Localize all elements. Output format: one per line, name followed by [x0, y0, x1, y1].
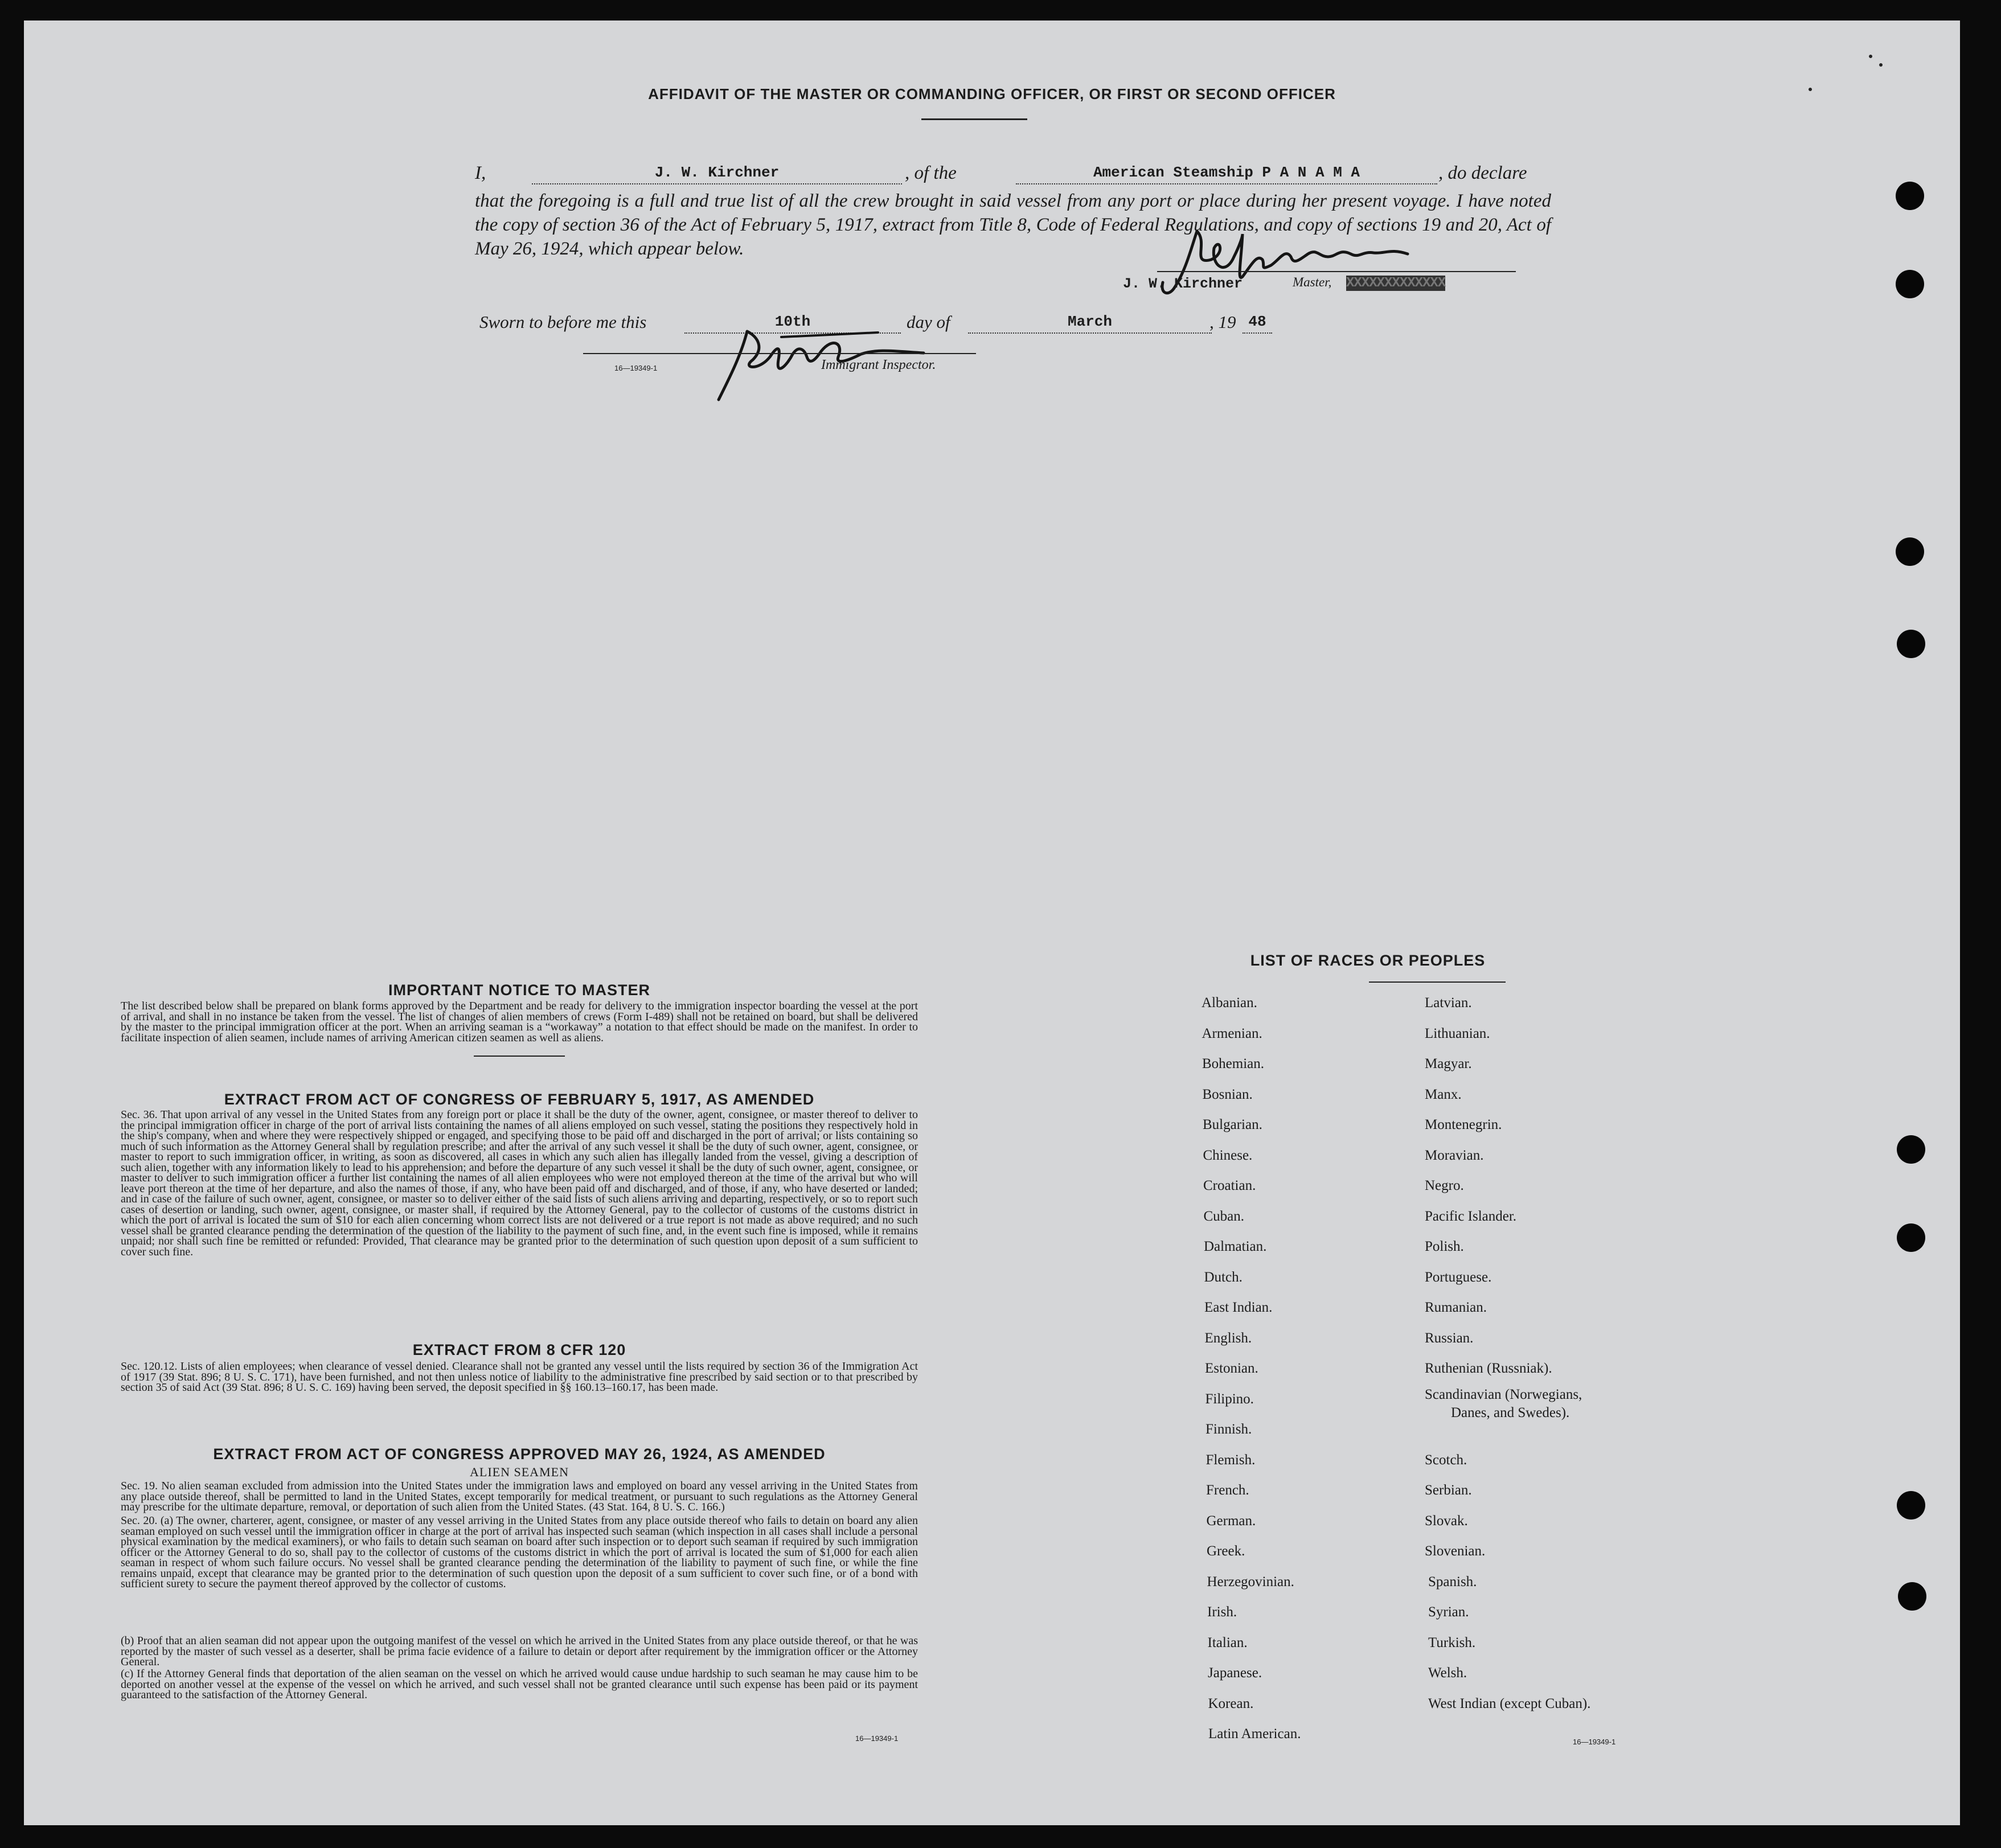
race-item: Portuguese. — [1425, 1269, 1492, 1285]
race-item: Lithuanian. — [1425, 1025, 1490, 1041]
race-item: Latin American. — [1208, 1726, 1301, 1742]
do-declare-label: , do declare — [1438, 163, 1527, 183]
race-item: Japanese. — [1208, 1665, 1262, 1681]
extract-1924-sec20a: Sec. 20. (a) The owner, charterer, agent, consignee, or master of any vessel arriving in the United States from any place outside thereof who fails to detain on board any alien seaman employed on such vessel until the immigration officer in charge at the port of arrival has inspected such seaman (which inspection in all cases shall include a personal physical examination by the medical examiners), or who fails to detain such seaman on board after such inspection or to deport such seaman if required by such immigration officer or the Attorney General to do so, shall pay to the collector of customs of the customs district in which the port of arrival is located the sum of $1,000 for each alien seaman in respect of whom such failure occurs. No vessel shall be granted clearance pending the determination of the liability to payment of such fine, or while the fine remains unpaid, except that clearance may be granted prior to the determination of such question upon the deposit of a sum sufficient to cover such fine, or of a bond with sufficient surety to secure the payment thereof approved by the collector of customs. — [121, 1514, 918, 1590]
race-item: Magyar. — [1425, 1056, 1472, 1071]
race-item: Scotch. — [1425, 1452, 1467, 1468]
alien-seamen-subtitle: ALIEN SEAMEN — [470, 1465, 569, 1479]
extract-cfr-text: Sec. 120.12. Lists of alien employees; when clearance of vessel denied. Clearance shall not be granted any vessel until the lists required by section 36 of the Immigration Act of 1917 (39 Stat. 896; 8 U. S. C. 171), have been furnished, and not then unless notice of liability to the administrative fine prescribed by said section or to that prescribed by section 35 of said Act (39 Stat. 896; 8 U. S. C. 169) having been served, the deposit specified in §§ 160.13–160.17, has been made. — [121, 1360, 918, 1394]
inspector-signature-line — [583, 353, 976, 354]
master-name-field: J. W. Kirchner — [532, 164, 902, 184]
race-item: Ruthenian (Russniak). — [1425, 1361, 1552, 1376]
race-item: Dalmatian. — [1204, 1239, 1267, 1254]
race-item: Italian. — [1207, 1635, 1248, 1650]
section-rule — [474, 1056, 565, 1057]
notice-text: The list described below shall be prepared on blank forms approved by the Department and be ready for delivery to the immigration inspector boarding the vessel at the port of arrival, and shall in no instance be taken from the vessel. The list of changes of alien members of crews (Form I-489) shall not be retained on board, but shall be delivered by the master to the principal immigration officer at the port. When an arriving seaman is a “workaway” a notation to that effect should be made on the manifest. In order to facilitate inspection of alien seamen, include names of arriving American citizen seamen as well as aliens. — [121, 1000, 918, 1044]
vessel-name-field: American Steamship P A N A M A — [1016, 164, 1437, 184]
extract-cfr-title: EXTRACT FROM 8 CFR 120 — [412, 1341, 626, 1358]
race-item: Manx. — [1425, 1086, 1462, 1102]
race-item: Spanish. — [1428, 1574, 1477, 1590]
day-of-label: day of — [907, 312, 950, 332]
extract-1924-title: EXTRACT FROM ACT OF CONGRESS APPROVED MAY 26, 1924, AS AMENDED — [213, 1445, 826, 1463]
race-item: Danes, and Swedes). — [1451, 1405, 1570, 1420]
year-prefix: , 19 — [1209, 312, 1236, 332]
race-item: Croatian. — [1203, 1178, 1256, 1193]
struck-out-title: XXXXXXXXXXXXX — [1346, 276, 1446, 291]
sworn-month-field: March — [968, 313, 1212, 334]
race-item: Syrian. — [1428, 1604, 1469, 1620]
race-item: Rumanian. — [1425, 1300, 1487, 1315]
extract-1924-sec19: Sec. 19. No alien seaman excluded from admission into the United States under the immigration laws and employed on board any vessel arriving in the United States from any place outside thereof, shall be permitted to land in the United States, except temporarily for medical treatment, or pursuant to such regulations as the Attorney General may prescribe for the ultimate departure, removal, or deportation of such alien from the United States. (43 Stat. 164, 8 U. S. C. 166.) — [121, 1480, 918, 1513]
document-page — [24, 20, 1960, 1825]
notice-title: IMPORTANT NOTICE TO MASTER — [388, 982, 650, 999]
race-item: Turkish. — [1428, 1635, 1476, 1650]
race-item: Slovak. — [1425, 1513, 1468, 1529]
race-item: Irish. — [1207, 1604, 1237, 1620]
extract-1917-text: Sec. 36. That upon arrival of any vessel in the United States from any foreign port or place it shall be the duty of the owner, agent, consignee, or master thereof to deliver to the principal immigration officer in charge of the port of arrival lists containing the names of all aliens employed on such vessel, stating the positions they respectively hold in the ship's company, when and where they were respectively shipped or engaged, and specifying those to be paid off and discharged in the port of arrival; or lists containing so much of such information as the Attorney General shall by regulation prescribe; and after the arrival of any such vessel it shall be the duty of such owner, agent, consignee, or master to report to such immigration officer, in writing, as soon as discovered, all cases in which any such alien has illegally landed from the vessel, giving a description of such alien, together with any information likely to lead to his apprehension; and before the departure of any such vessel it shall be the duty of such owner, agent, consignee, or master to deliver to such immigration officer a further list containing the names of all alien employees who were not employed thereon at the time of the arrival but who will leave port thereon at the time of her departure, and also the names of those, if any, who have been paid off and discharged, and of those, if any, who have deserted or landed; and in case of the failure of such owner, agent, consignee, or master so to deliver either of the said lists of such aliens arriving and departing, respectively, or so to report such cases of desertion or landing, such owner, agent, consignee, or master shall, if required by the Attorney General, pay to the collector of customs of the customs district in which the port of arrival is located the sum of $10 for each alien concerning whom correct lists are not delivered or a true report is not made as above required; and no such vessel shall be granted clearance pending the determination of the question of the liability to the payment of such fine, and, in the event such fine is imposed, while it remains unpaid; nor shall such fine be remitted or refunded: Provided, That clearance may be granted prior to the determination of such question upon deposit of a sum sufficient to cover such fine. — [121, 1108, 918, 1258]
race-item: Welsh. — [1428, 1665, 1467, 1681]
punch-hole — [1897, 1491, 1925, 1520]
race-item: Finnish. — [1205, 1422, 1252, 1437]
punch-hole — [1897, 630, 1925, 658]
speck — [1869, 55, 1872, 58]
race-item: Latvian. — [1425, 995, 1472, 1011]
speck — [1809, 88, 1812, 91]
punch-hole — [1896, 537, 1924, 566]
signature-line — [1157, 271, 1516, 272]
sworn-year-field: 48 — [1243, 313, 1272, 334]
race-item: Greek. — [1207, 1543, 1245, 1559]
punch-hole — [1898, 1582, 1926, 1611]
race-item: Chinese. — [1203, 1147, 1253, 1163]
race-item: Slovenian. — [1425, 1543, 1486, 1559]
race-item: East Indian. — [1204, 1300, 1273, 1315]
race-item: Negro. — [1425, 1178, 1464, 1193]
race-item: Bulgarian. — [1203, 1117, 1262, 1132]
race-item: Polish. — [1425, 1239, 1464, 1254]
affidavit-title: AFFIDAVIT OF THE MASTER OR COMMANDING OFFICER, OR FIRST OR SECOND OFFICER — [648, 85, 1336, 102]
master-label: Master, — [1293, 275, 1332, 289]
title-rule — [921, 118, 1027, 120]
races-rule — [1369, 982, 1506, 983]
sworn-day-field: 10th — [684, 313, 901, 334]
race-item: English. — [1204, 1330, 1252, 1346]
extract-1924-sec20c: (c) If the Attorney General finds that deportation of the alien seaman on the vessel on which he arrived would cause undue hardship to such seaman he may cause him to be deported on another vessel at the expense of the vessel on which he arrived, and such vessel shall not be granted clearance until such expense has been paid or its payment guaranteed to the satisfaction of the Attorney General. — [121, 1668, 918, 1701]
i-label: I, — [475, 163, 486, 183]
race-item: Korean. — [1208, 1695, 1254, 1711]
declaration-first-line — [475, 163, 1557, 189]
races-form-number: 16—19349-1 — [1573, 1738, 1616, 1746]
master-signature — [1157, 225, 1453, 305]
speck — [1879, 63, 1883, 67]
races-title: LIST OF RACES OR PEOPLES — [1250, 952, 1486, 969]
race-item: Cuban. — [1203, 1208, 1245, 1224]
signer-typed-name: J. W. Kirchner — [1123, 276, 1243, 292]
race-item: German. — [1206, 1513, 1256, 1529]
extract-form-number: 16—19349-1 — [855, 1734, 899, 1743]
inspector-label: Immigrant Inspector. — [821, 358, 936, 372]
race-item: West Indian (except Cuban). — [1428, 1695, 1591, 1711]
race-item: Dutch. — [1204, 1269, 1243, 1285]
race-item: Filipino. — [1205, 1391, 1254, 1407]
sworn-prefix: Sworn to before me this — [479, 312, 647, 332]
form-number: 16—19349-1 — [614, 364, 658, 372]
race-item: French. — [1206, 1482, 1249, 1498]
race-item: Pacific Islander. — [1425, 1208, 1517, 1224]
race-item: Albanian. — [1202, 995, 1257, 1011]
declaration-text: that the foregoing is a full and true list of all the crew brought in said vessel from any port or place during her present voyage. I have noted the copy of section 36 of the Act of February 5, 1917, extract from Title 8, Code of Federal Regulations, and copy of sections 19 and 20, Act of May 26, 1924, which appear below. — [475, 191, 1551, 259]
extract-1917-title: EXTRACT FROM ACT OF CONGRESS OF FEBRUARY 5, 1917, AS AMENDED — [224, 1091, 815, 1108]
extract-1924-sec20b: (b) Proof that an alien seaman did not appear upon the outgoing manifest of the vessel on which he arrived in the United States from any place outside thereof, or that he was reported by the master of such vessel as a deserter, shall be prima facie evidence of a failure to detain or deport after requirement by the immigration officer or the Attorney General. — [121, 1635, 918, 1668]
race-item: Montenegrin. — [1425, 1117, 1502, 1132]
punch-hole — [1897, 1135, 1925, 1164]
race-item: Estonian. — [1205, 1361, 1258, 1376]
race-item: Serbian. — [1425, 1482, 1472, 1498]
race-item: Bosnian. — [1202, 1086, 1253, 1102]
of-the-label: , of the — [905, 163, 957, 183]
punch-hole — [1896, 270, 1924, 298]
punch-hole — [1897, 1223, 1925, 1252]
race-item: Armenian. — [1202, 1025, 1262, 1041]
race-item: Bohemian. — [1202, 1056, 1265, 1071]
race-item: Scandinavian (Norwegians, — [1425, 1386, 1582, 1402]
race-item: Moravian. — [1425, 1147, 1484, 1163]
race-item: Russian. — [1425, 1330, 1474, 1346]
punch-hole — [1896, 182, 1924, 210]
race-item: Flemish. — [1205, 1452, 1256, 1468]
race-item: Herzegovinian. — [1207, 1574, 1294, 1590]
